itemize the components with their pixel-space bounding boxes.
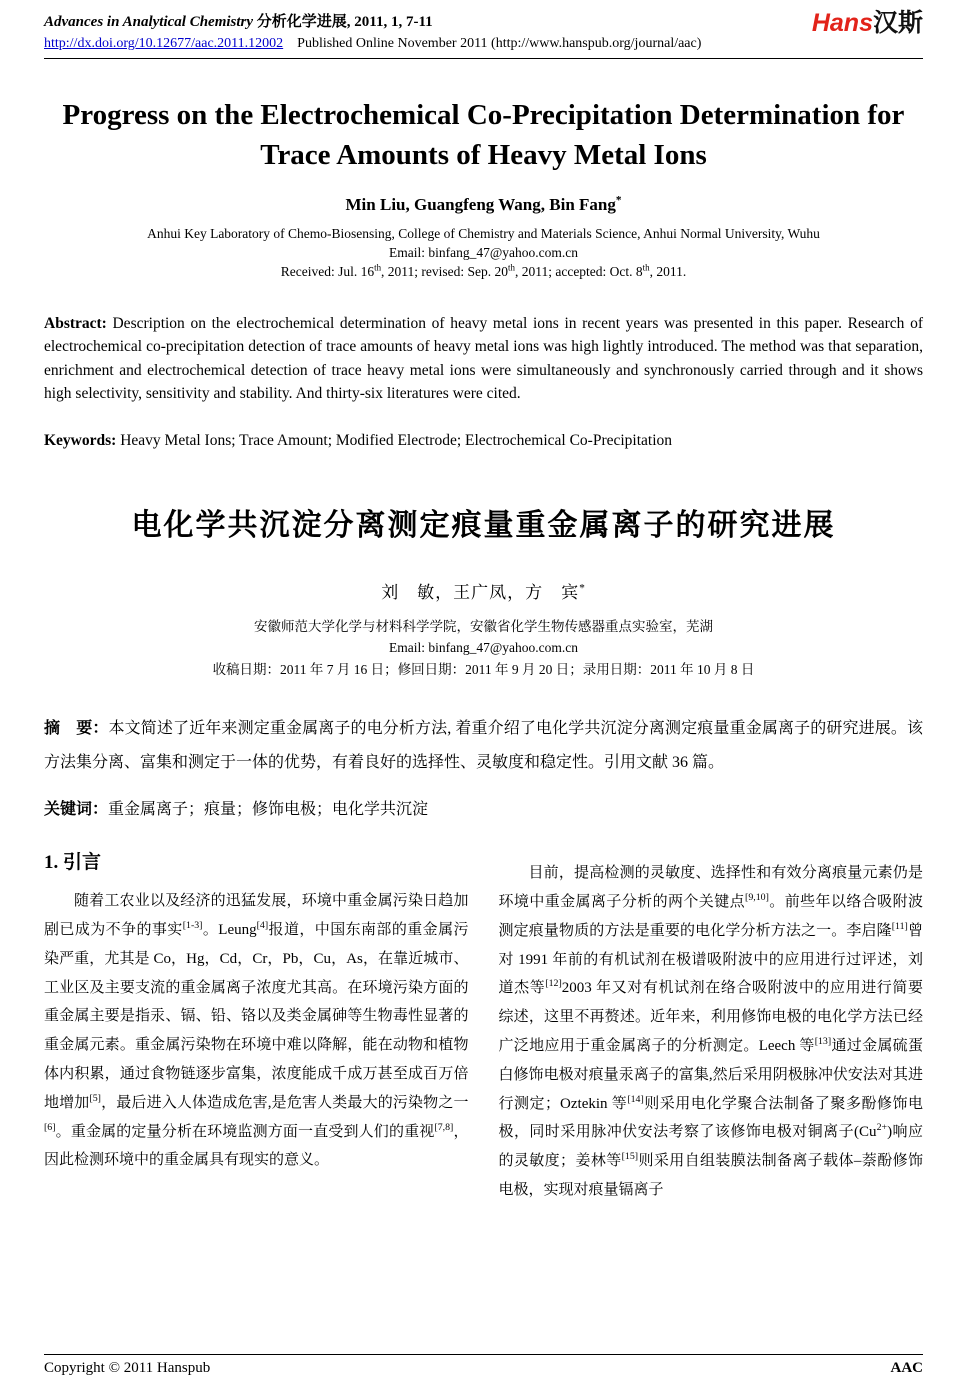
- received-dates-en: Received: Jul. 16th, 2011; revised: Sep. 20th, 2011; accepted: Oct. 8th, 2011.: [280, 262, 687, 280]
- article-title-zh: 电化学共沉淀分离测定痕量重金属离子的研究进展: [131, 508, 836, 542]
- abstract-en: [44, 312, 923, 406]
- body-columns: [44, 847, 923, 1205]
- keywords-label-en: Keywords:: [44, 431, 117, 449]
- article-meta-en: [44, 224, 923, 281]
- email-zh: Email: binfang_47@yahoo.com.cn: [388, 640, 578, 656]
- journal-title-line: [44, 10, 701, 31]
- journal-title-en: Advances in Analytical Chemistry: [44, 14, 254, 30]
- email-en: Email: binfang_47@yahoo.com.cn: [388, 245, 578, 261]
- keywords-label-zh: 关键词：: [44, 801, 109, 819]
- copyright-text: Copyright © 2011 Hanspub: [44, 1360, 211, 1376]
- abstract-text-zh: 本文简述了近年来测定重金属离子的电分析方法, 着重介绍了电化学共沉淀分离测定痕量重金属离子的研究进展。该方法集分离、富集和测定于一体的优势，有着良好的选择性、灵敏度和稳定性。引用文献 36 篇。: [44, 720, 923, 772]
- intro-paragraph-left: 随着工农业以及经济的迅猛发展，环境中重金属污染日趋加剧已成为不争的事实[1-3]。Leung[4]报道，中国东南部的重金属污染严重，尤其是 Co，Hg，Cd，Cr，Pb，Cu，As，在靠近城市、工业区及主要支流的重金属离子浓度尤其高。在环境污染方面的重金属主要是指汞、镉、铅、铬以及类金属砷等生物毒性显著的重金属元素。重金属污染物在环境中难以降解，能在动物和植物体内积累，通过食物链逐步富集，浓度能成千成万甚至成百万倍地增加[5]，最后进入人体造成危害,是危害人类最大的污染物之一[6]。重金属的定量分析在环境监测方面一直受到人们的重视[7,8]，因此检测环境中的重金属具有现实的意义。: [44, 893, 469, 1169]
- column-right: [499, 847, 924, 1205]
- abstract-label-zh: 摘 要：: [44, 720, 109, 738]
- keywords-zh: [44, 796, 923, 819]
- received-dates-zh: 收稿日期：2011 年 7 月 16 日；修回日期：2011 年 9 月 20 日；录用日期：2011 年 10 月 8 日: [212, 661, 755, 677]
- authors-en: Min Liu, Guangfeng Wang, Bin Fang*: [345, 194, 622, 215]
- affiliation-zh: 安徽师范大学化学与材料科学学院，安徽省化学生物传感器重点实验室，芜湖: [254, 618, 713, 634]
- section-heading-introduction: 1. 引言: [44, 852, 102, 874]
- doi-link[interactable]: http://dx.doi.org/10.12677/aac.2011.12002: [44, 36, 284, 51]
- column-left: [44, 847, 469, 1205]
- hans-logo-chinese: 汉斯: [872, 9, 923, 37]
- journal-header: [44, 10, 923, 52]
- header-divider: [44, 58, 923, 59]
- abstract-label-en: Abstract:: [44, 314, 107, 332]
- page-footer: [44, 1354, 923, 1381]
- journal-abbreviation: AAC: [890, 1360, 923, 1376]
- keywords-text-zh: 重金属离子；痕量；修饰电极；电化学共沉淀: [108, 801, 429, 819]
- journal-info: [44, 10, 701, 52]
- article-meta-zh: [44, 616, 923, 681]
- doi-line: [44, 36, 701, 52]
- keywords-text-en: Heavy Metal Ions; Trace Amount; Modified Electrode; Electrochemical Co-Precipitation: [116, 431, 673, 449]
- abstract-text-en: Description on the electrochemical determination of heavy metal ions in recent years was presented in this paper. Research of electrochemical co-precipitation detection of trace amounts of heavy metal ions was high lightly introduced. The method was that separation, enrichment and electrochemical detection of trace heavy metal ions were simultaneously and synchronously carried through and it shows high selectivity, sensitivity and stability. And thirty-six literatures were cited.: [44, 314, 923, 403]
- hans-logo-latin: Hans: [811, 9, 873, 37]
- abstract-zh: [44, 712, 923, 780]
- published-info: Published Online November 2011 (http://www.hanspub.org/journal/aac): [297, 36, 702, 51]
- journal-title-zh: 分析化学进展, 2011, 1, 7-11: [253, 14, 433, 30]
- affiliation-en: Anhui Key Laboratory of Chemo-Biosensing, College of Chemistry and Materials Science, Anhui Normal University, Wuhu: [147, 226, 820, 242]
- intro-paragraph-right: 目前，提高检测的灵敏度、选择性和有效分离痕量元素仍是环境中重金属离子分析的两个关键点[9,10]。前些年以络合吸附波测定痕量物质的方法是重要的电化学分析方法之一。李启隆[11]曾对 1991 年前的有机试剂在极谱吸附波中的应用进行过评述，刘道杰等[12]2003 年又对有机试剂在络合吸附波中的应用进行简要综述，这里不再赘述。近年来，利用修饰电极的电化学方法已经广泛地应用于重金属离子的分析测定。Leech 等[13]通过金属硫蛋白修饰电极对痕量汞离子的富集,然后采用阴极脉冲伏安法对其进行测定；Oztekin 等[14]则采用电化学聚合法制备了聚多酚修饰电极，同时采用脉冲伏安法考察了该修饰电极对铜离子$(Cu^{2+})$响应的灵敏度；姜林等[15]则采用自组装膜法制备离子载体–萘酚修饰电极，实现对痕量镉离子: [498, 865, 923, 1199]
- article-title-en: Progress on the Electrochemical Co-Precipitation Determination for Trace Amounts of Heavy Metal Ions: [62, 99, 905, 172]
- hans-publisher-logo: [812, 10, 923, 38]
- keywords-en: [44, 432, 923, 450]
- authors-zh: 刘 敏，王广凤，方 宾*: [381, 582, 586, 602]
